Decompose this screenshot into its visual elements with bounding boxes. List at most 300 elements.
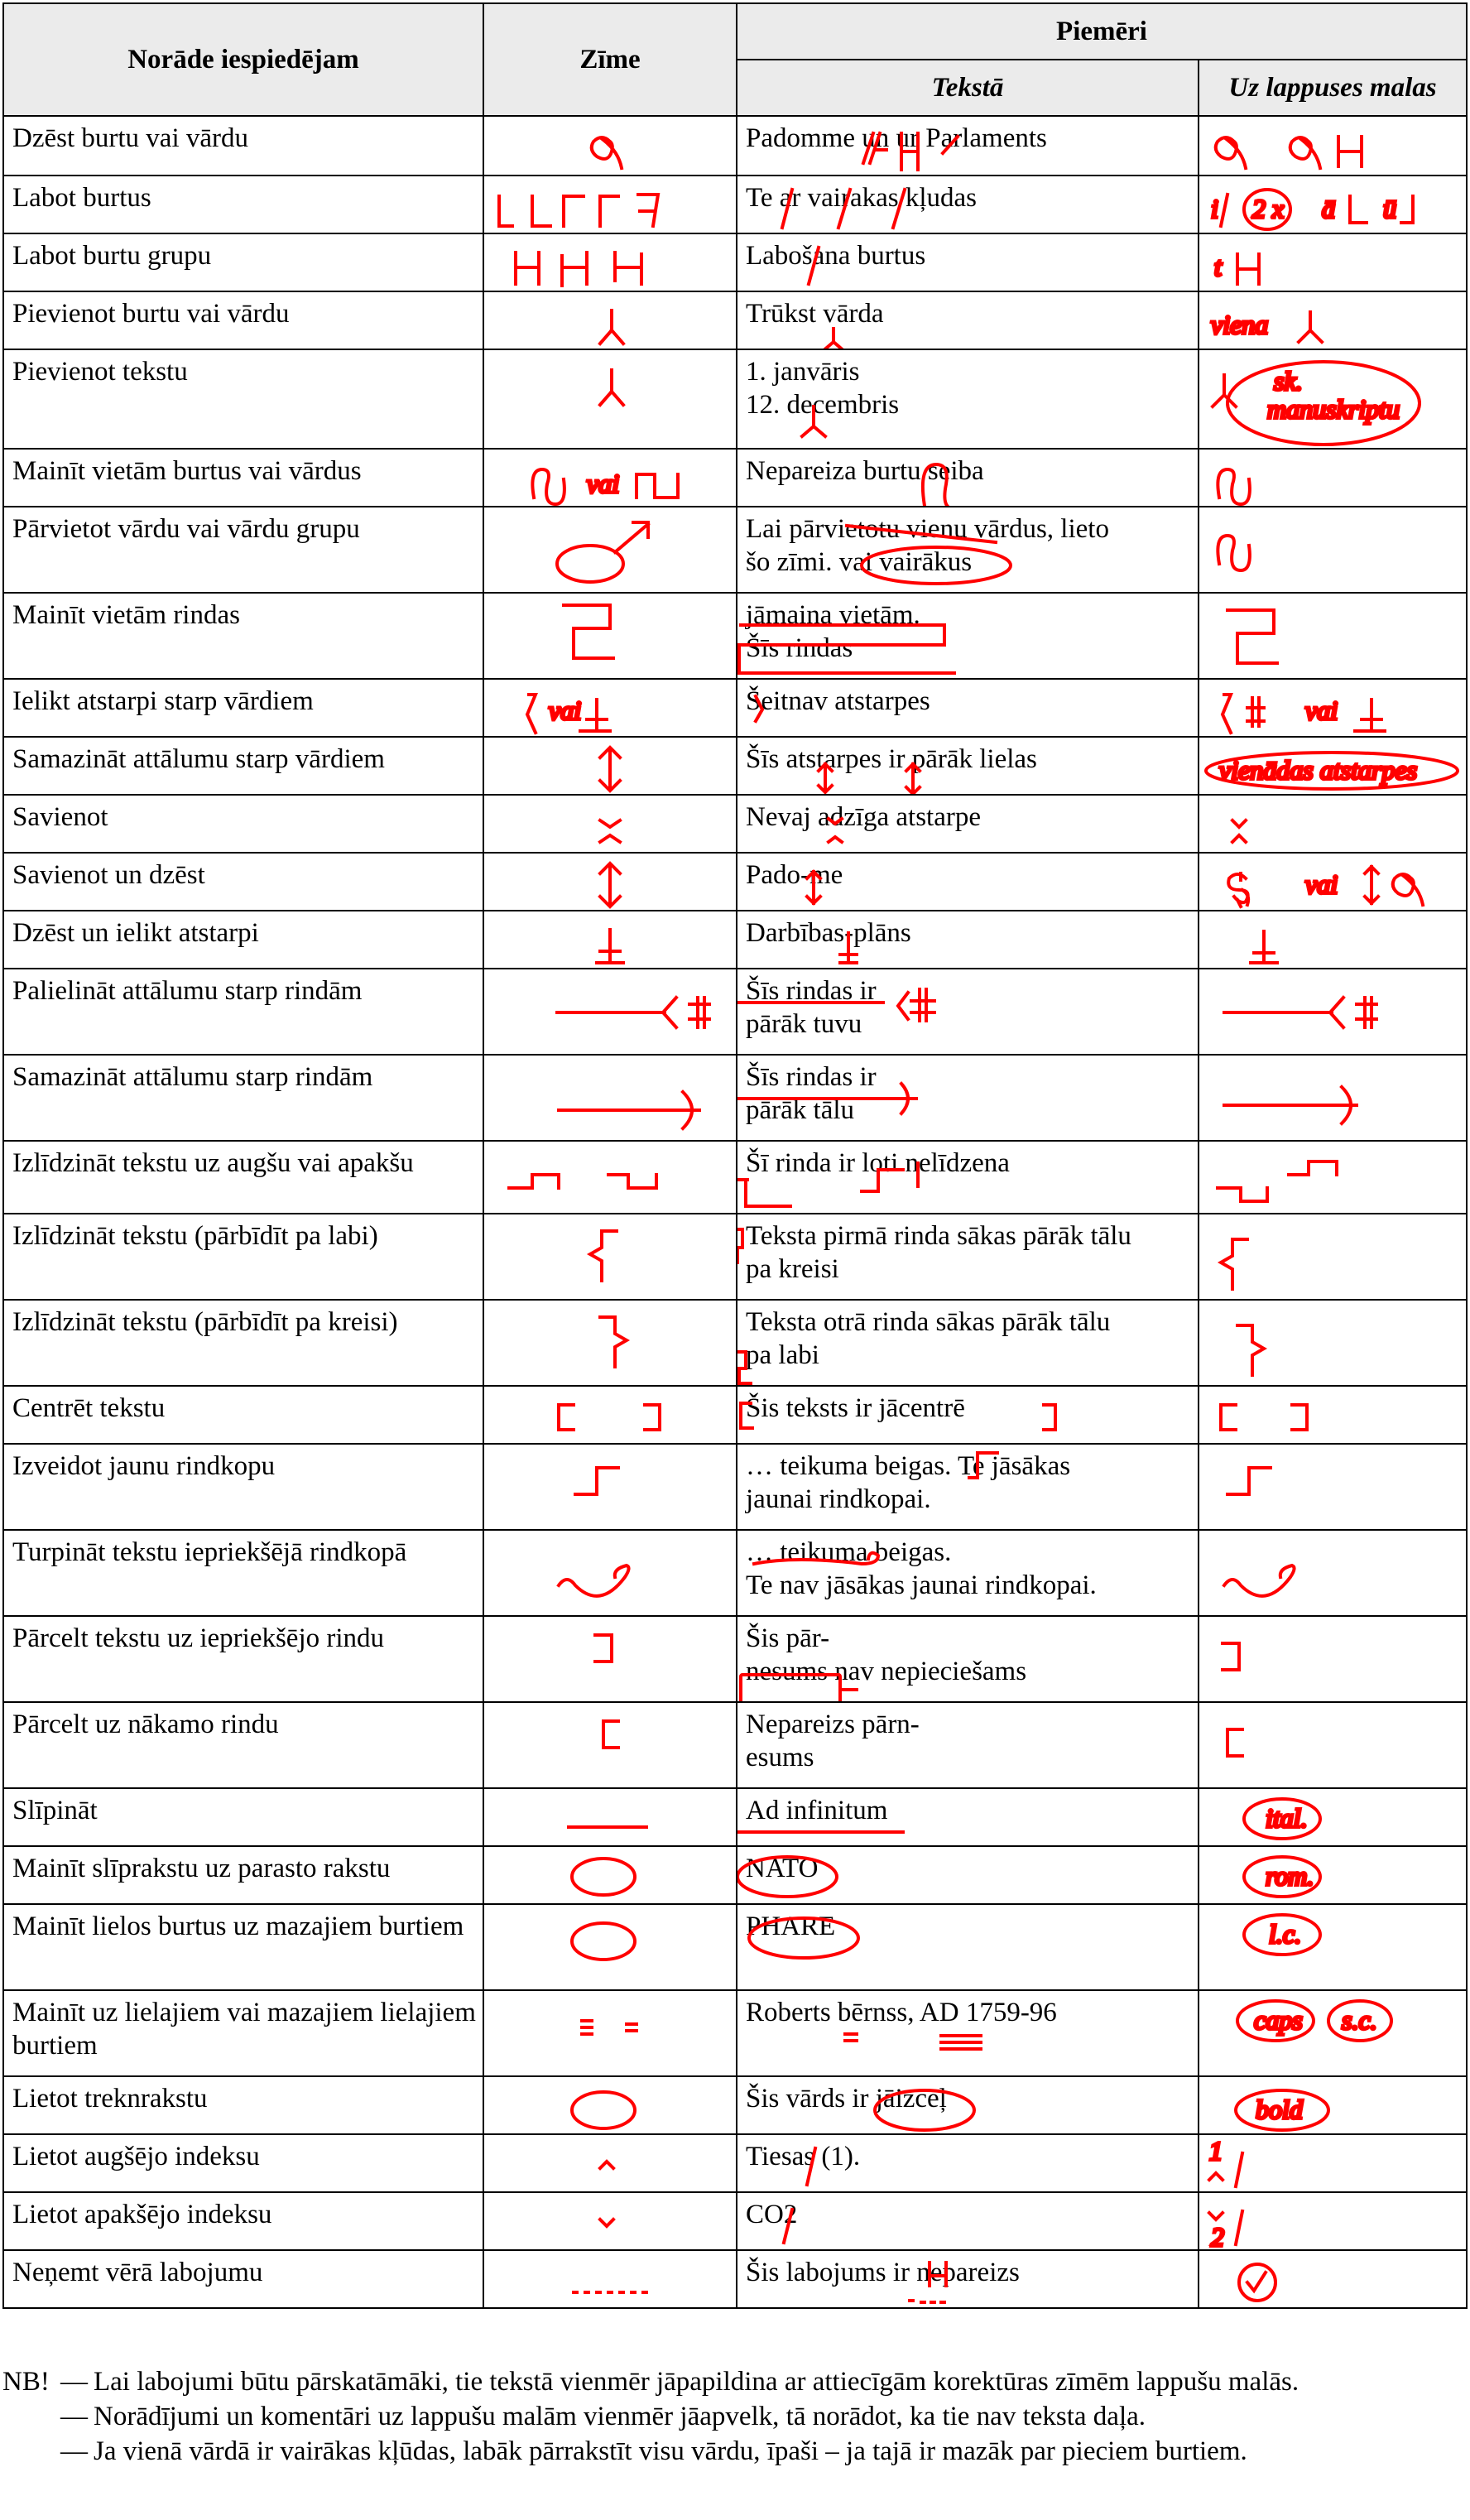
example-line: Šis labojums ir nepareizs — [746, 2258, 1020, 2287]
margin-mark-icon — [1199, 1056, 1467, 1141]
header-in-text: Tekstā — [737, 60, 1199, 116]
instruction-cell — [3, 1055, 483, 1141]
symbol-cell — [483, 176, 737, 233]
proof-mark-icon — [484, 292, 737, 349]
svg-text:2: 2 — [1211, 2222, 1224, 2251]
proofreading-marks-table — [2, 2, 1468, 2309]
note-dash: — — [60, 2402, 88, 2431]
proof-mark-icon — [484, 1617, 737, 1702]
example-text-cell — [737, 853, 1199, 911]
table-row — [3, 1444, 1467, 1530]
example-line: Šīs atstarpes ir pārāk lielas — [746, 744, 1037, 774]
proof-mark-icon — [484, 1905, 737, 1990]
instruction-label: Turpināt tekstu iepriekšējā rindkopā — [12, 1537, 407, 1567]
example-text-cell — [737, 349, 1199, 449]
instruction-label: Lietot augšējo indeksu — [12, 2142, 260, 2171]
proof-mark-overlay-icon — [737, 594, 1199, 679]
note-text: Lai labojumi būtu pārskatāmāki, tie tekstā vienmēr jāpapildina ar attiecīgām korektūras zīmēm lappušu malās. — [94, 2367, 1299, 2397]
margin-mark-icon — [1199, 854, 1467, 911]
example-text-cell — [737, 1300, 1199, 1386]
instruction-label: Labot burtus — [12, 183, 151, 213]
example-line: jaunai rindkopai. — [746, 1484, 931, 1514]
proof-mark-icon — [484, 854, 737, 911]
proof-mark-overlay-icon — [737, 680, 1199, 737]
symbol-cell — [483, 1300, 737, 1386]
table-row — [3, 795, 1467, 853]
instruction-cell — [3, 449, 483, 507]
table-row — [3, 349, 1467, 449]
instruction-cell — [3, 2192, 483, 2250]
proof-mark-overlay-icon — [737, 1991, 1199, 2076]
header-symbol: Zīme — [483, 3, 737, 116]
example-line: Ad infinitum — [746, 1796, 888, 1825]
example-line: Šis teksts ir jācentrē — [746, 1393, 965, 1423]
instruction-label: Pārcelt uz nākamo rindu — [12, 1710, 279, 1739]
symbol-cell — [483, 1904, 737, 1990]
table-row — [3, 2250, 1467, 2308]
table-row — [3, 1055, 1467, 1141]
example-text-cell — [737, 2076, 1199, 2134]
symbol-cell — [483, 1141, 737, 1214]
example-text-cell — [737, 233, 1199, 291]
proof-mark-icon — [484, 1142, 737, 1214]
table-row — [3, 1386, 1467, 1444]
proof-mark-overlay-icon — [737, 1905, 1199, 1990]
symbol-cell — [483, 1702, 737, 1788]
symbol-cell — [483, 1214, 737, 1300]
example-text-cell — [737, 911, 1199, 969]
example-line: … teikuma beigas. Te jāsākas — [746, 1451, 1071, 1481]
margin-example-cell — [1199, 1846, 1467, 1904]
instruction-label: Pārcelt tekstu uz iepriekšējo rindu — [12, 1623, 385, 1653]
proof-mark-overlay-icon — [737, 2135, 1199, 2192]
instruction-label: Pievienot tekstu — [12, 357, 188, 387]
proof-mark-overlay-icon — [737, 1617, 1199, 1702]
example-text-cell — [737, 1386, 1199, 1444]
svg-text:2 x: 2 x — [1252, 194, 1285, 224]
proof-mark-icon — [484, 1789, 737, 1846]
example-text-cell — [737, 2192, 1199, 2250]
instruction-cell — [3, 1702, 483, 1788]
svg-text:t: t — [1214, 252, 1222, 281]
proof-mark-icon — [484, 1445, 737, 1530]
example-line: pārāk tuvu — [746, 1009, 862, 1039]
example-text-cell — [737, 795, 1199, 853]
header-instruction: Norāde iespiedējam — [3, 3, 483, 116]
margin-example-cell — [1199, 737, 1467, 795]
header-in-margin: Uz lappuses malas — [1199, 60, 1467, 116]
margin-mark-icon — [1199, 1789, 1467, 1846]
margin-example-cell — [1199, 1386, 1467, 1444]
svg-text:vienādas atstarpes: vienādas atstarpes — [1219, 755, 1418, 785]
margin-example-cell — [1199, 1788, 1467, 1846]
proof-mark-icon — [484, 507, 737, 593]
table-row — [3, 593, 1467, 679]
example-line: 12. decembris — [746, 390, 900, 420]
instruction-cell — [3, 233, 483, 291]
note-item — [2, 2436, 1468, 2467]
symbol-cell — [483, 1055, 737, 1141]
symbol-cell — [483, 116, 737, 176]
example-line: Pado-me — [746, 860, 843, 890]
instruction-cell — [3, 1904, 483, 1990]
example-text-cell — [737, 449, 1199, 507]
proof-mark-icon — [484, 450, 737, 507]
margin-example-cell — [1199, 1141, 1467, 1214]
example-text-cell — [737, 2250, 1199, 2308]
margin-example-cell — [1199, 593, 1467, 679]
example-text-cell — [737, 593, 1199, 679]
table-row — [3, 2192, 1467, 2250]
margin-i: i — [1211, 194, 1218, 224]
proof-mark-overlay-icon — [737, 2251, 1199, 2308]
proof-mark-overlay-icon — [737, 854, 1199, 911]
example-line: Lai pārvietotu vienu vārdus, lieto — [746, 514, 1109, 544]
instruction-cell — [3, 593, 483, 679]
example-text-cell — [737, 737, 1199, 795]
instruction-cell — [3, 2076, 483, 2134]
instruction-label: Dzēst un ielikt atstarpi — [12, 918, 259, 948]
margin-mark-icon — [1199, 234, 1467, 291]
example-line: Teksta pirmā rinda sākas pārāk tālu — [746, 1221, 1131, 1251]
margin-example-cell — [1199, 449, 1467, 507]
proof-mark-overlay-icon — [737, 507, 1199, 593]
proof-mark-icon — [484, 1387, 737, 1444]
proof-mark-icon — [484, 738, 737, 795]
margin-example-cell — [1199, 1616, 1467, 1702]
example-line: Šīs rindas ir — [746, 1062, 877, 1092]
margin-example-cell — [1199, 1300, 1467, 1386]
table-row — [3, 1141, 1467, 1214]
symbol-cell — [483, 1444, 737, 1530]
margin-mark-icon — [1199, 1905, 1467, 1990]
symbol-cell — [483, 679, 737, 737]
instruction-label: Lietot apakšējo indeksu — [12, 2200, 272, 2229]
margin-example-cell — [1199, 853, 1467, 911]
svg-text:sk.: sk. — [1274, 366, 1303, 396]
note-item — [2, 2366, 1468, 2397]
proof-mark-overlay-icon — [737, 1847, 1199, 1904]
proof-mark-icon — [484, 176, 737, 233]
table-row — [3, 2134, 1467, 2192]
instruction-label: Izlīdzināt tekstu (pārbīdīt pa kreisi) — [12, 1307, 398, 1337]
margin-example-cell — [1199, 795, 1467, 853]
table-row — [3, 1846, 1467, 1904]
instruction-cell — [3, 1444, 483, 1530]
example-line: pa labi — [746, 1340, 819, 1370]
table-row — [3, 969, 1467, 1055]
symbol-cell — [483, 1530, 737, 1616]
margin-example-cell — [1199, 1904, 1467, 1990]
example-line: Teksta otrā rinda sākas pārāk tālu — [746, 1307, 1111, 1337]
symbol-cell — [483, 349, 737, 449]
proof-mark-overlay-icon — [737, 1142, 1199, 1214]
instruction-cell — [3, 969, 483, 1055]
symbol-cell — [483, 853, 737, 911]
header-row-top — [3, 3, 1467, 60]
example-text-cell — [737, 1702, 1199, 1788]
proof-mark-overlay-icon — [737, 1214, 1199, 1300]
instruction-cell — [3, 795, 483, 853]
instruction-label: Neņemt vērā labojumu — [12, 2258, 263, 2287]
instruction-label: Savienot un dzēst — [12, 860, 205, 890]
proof-mark-icon — [484, 1214, 737, 1300]
margin-mark-icon — [1199, 2135, 1467, 2192]
svg-text:ital.: ital. — [1266, 1803, 1308, 1833]
svg-text:vai: vai — [587, 469, 620, 498]
margin-example-cell — [1199, 679, 1467, 737]
instruction-label: Izlīdzināt tekstu uz augšu vai apakšu — [12, 1148, 414, 1178]
table-row — [3, 911, 1467, 969]
example-text-cell — [737, 2134, 1199, 2192]
proof-mark-icon — [484, 796, 737, 853]
proof-mark-icon — [484, 1847, 737, 1904]
instruction-label: Izveidot jaunu rindkopu — [12, 1451, 276, 1481]
symbol-cell — [483, 2134, 737, 2192]
header-examples: Piemēri — [737, 3, 1467, 60]
margin-example-cell — [1199, 2134, 1467, 2192]
notes-section — [2, 2366, 1468, 2470]
instruction-label: Mainīt vietām rindas — [12, 600, 240, 630]
svg-text:rom.: rom. — [1266, 1861, 1314, 1891]
proof-mark-overlay-icon — [737, 2193, 1199, 2250]
example-text-cell — [737, 1141, 1199, 1214]
proof-mark-icon — [484, 2077, 737, 2134]
example-line: Nepareiza burtu seiba — [746, 456, 984, 486]
margin-example-cell — [1199, 1990, 1467, 2076]
symbol-cell — [483, 2192, 737, 2250]
instruction-cell — [3, 1530, 483, 1616]
margin-mark-icon — [1199, 1445, 1467, 1530]
proof-mark-icon — [484, 2251, 737, 2308]
instruction-label: Slīpināt — [12, 1796, 98, 1825]
instruction-cell — [3, 507, 483, 593]
instruction-label: Centrēt tekstu — [12, 1393, 166, 1423]
instruction-cell — [3, 1214, 483, 1300]
proof-mark-overlay-icon — [737, 292, 1199, 349]
proof-mark-icon — [484, 234, 737, 291]
instruction-label: Lietot treknrakstu — [12, 2084, 208, 2114]
table-row — [3, 1990, 1467, 2076]
margin-mark-icon — [1199, 1214, 1467, 1300]
instruction-cell — [3, 116, 483, 176]
example-line: pa kreisi — [746, 1254, 839, 1284]
example-line: Šīs rindas ir — [746, 976, 877, 1006]
example-line: jāmaina vietām. — [746, 600, 920, 630]
instruction-cell — [3, 1616, 483, 1702]
symbol-cell — [483, 911, 737, 969]
proof-mark-icon — [484, 680, 737, 737]
example-line: Nevaj adzīga atstarpe — [746, 802, 982, 832]
example-line: Šeitnav atstarpes — [746, 686, 930, 716]
margin-example-cell — [1199, 911, 1467, 969]
margin-example-cell — [1199, 2250, 1467, 2308]
instruction-label: Savienot — [12, 802, 108, 832]
proofreading-table-sheet — [2, 2, 1468, 2309]
margin-mark-icon — [1199, 1703, 1467, 1788]
instruction-cell — [3, 349, 483, 449]
instruction-cell — [3, 2134, 483, 2192]
instruction-cell — [3, 853, 483, 911]
example-line: CO2 — [746, 2200, 798, 2229]
proof-mark-icon — [484, 1056, 737, 1141]
proof-mark-overlay-icon — [737, 1445, 1199, 1530]
table-row — [3, 176, 1467, 233]
margin-example-cell — [1199, 1214, 1467, 1300]
instruction-label: Samazināt attālumu starp vārdiem — [12, 744, 385, 774]
margin-mark-icon — [1199, 680, 1467, 737]
proof-mark-overlay-icon — [737, 1387, 1199, 1444]
example-line: nesums nav nepieciešams — [746, 1657, 1027, 1686]
note-text: Norādījumi un komentāri uz lappušu malām vienmēr jāapvelk, tā norādot, ka tie nav teksta daļa. — [94, 2402, 1146, 2431]
example-text-cell — [737, 1846, 1199, 1904]
margin-mark-icon — [1199, 117, 1467, 176]
margin-mark-icon — [1199, 350, 1467, 449]
example-line: NATO — [746, 1854, 819, 1883]
symbol-cell — [483, 795, 737, 853]
proof-mark-overlay-icon — [737, 1703, 1199, 1788]
instruction-label: Mainīt vietām burtus vai vārdus — [12, 456, 362, 486]
proof-mark-icon — [484, 1531, 737, 1616]
symbol-cell — [483, 969, 737, 1055]
instruction-cell — [3, 1141, 483, 1214]
svg-text:vai: vai — [1305, 869, 1338, 899]
instruction-label: Dzēst burtu vai vārdu — [12, 123, 248, 153]
example-line: Labošana burtus — [746, 241, 926, 271]
symbol-cell — [483, 2250, 737, 2308]
proof-mark-overlay-icon — [737, 2077, 1199, 2134]
proof-mark-overlay-icon — [737, 796, 1199, 853]
proof-mark-icon — [484, 911, 737, 969]
svg-text:s.c.: s.c. — [1342, 2005, 1377, 2035]
table-row — [3, 1702, 1467, 1788]
proof-mark-icon — [484, 1991, 737, 2076]
proof-mark-icon — [484, 1301, 737, 1386]
symbol-cell — [483, 1788, 737, 1846]
note-dash: — — [60, 2367, 88, 2397]
proof-mark-overlay-icon — [737, 350, 1199, 449]
table-row — [3, 853, 1467, 911]
example-line: PHARE — [746, 1912, 836, 1941]
margin-example-cell — [1199, 349, 1467, 449]
table-row — [3, 2076, 1467, 2134]
symbol-cell — [483, 507, 737, 593]
margin-mark-icon — [1199, 1847, 1467, 1904]
table-row — [3, 291, 1467, 349]
instruction-cell — [3, 679, 483, 737]
margin-mark-icon — [1199, 594, 1467, 679]
margin-mark-icon — [1199, 2251, 1467, 2308]
example-text-cell — [737, 1214, 1199, 1300]
svg-text:vai: vai — [1305, 695, 1338, 725]
example-text-cell — [737, 1055, 1199, 1141]
proof-mark-overlay-icon — [737, 176, 1199, 233]
example-line: Tiesas (1). — [746, 2142, 861, 2171]
instruction-label: Ielikt atstarpi starp vārdiem — [12, 686, 314, 716]
table-row — [3, 1616, 1467, 1702]
margin-example-cell — [1199, 507, 1467, 593]
instruction-cell — [3, 1846, 483, 1904]
example-text-cell — [737, 1904, 1199, 1990]
note-text: Ja vienā vārdā ir vairākas kļūdas, labāk pārrakstīt visu vārdu, īpaši – ja tajā ir mazāk par pieciem burtiem. — [94, 2436, 1247, 2466]
svg-text:1: 1 — [1209, 2136, 1223, 2166]
instruction-cell — [3, 1386, 483, 1444]
svg-text:bold: bold — [1256, 2094, 1303, 2124]
table-row — [3, 1214, 1467, 1300]
margin-mark-icon — [1199, 738, 1467, 795]
svg-text:viena: viena — [1211, 310, 1269, 339]
svg-text:l.c.: l.c. — [1269, 1919, 1302, 1949]
margin-mark-icon — [1199, 450, 1467, 507]
margin-example-cell — [1199, 291, 1467, 349]
svg-text:ū: ū — [1383, 194, 1396, 224]
example-line: Nepareizs pārn- — [746, 1710, 920, 1739]
example-line: esums — [746, 1743, 814, 1772]
margin-example-cell — [1199, 1055, 1467, 1141]
instruction-cell — [3, 2250, 483, 2308]
symbol-cell — [483, 2076, 737, 2134]
margin-mark-icon — [1199, 507, 1467, 593]
proof-mark-overlay-icon — [737, 969, 1199, 1055]
example-text-cell — [737, 176, 1199, 233]
symbol-cell — [483, 449, 737, 507]
margin-mark-icon — [1199, 1142, 1467, 1214]
margin-mark-icon — [1199, 1991, 1467, 2076]
margin-mark-icon — [1199, 1387, 1467, 1444]
example-text-cell — [737, 116, 1199, 176]
proof-mark-overlay-icon — [737, 1531, 1199, 1616]
table-row — [3, 449, 1467, 507]
symbol-cell — [483, 1386, 737, 1444]
margin-mark-icon — [1199, 911, 1467, 969]
example-text-cell — [737, 1530, 1199, 1616]
margin-mark-icon — [1199, 969, 1467, 1055]
proof-mark-overlay-icon — [737, 1789, 1199, 1846]
margin-example-cell — [1199, 969, 1467, 1055]
proof-mark-overlay-icon — [737, 450, 1199, 507]
symbol-cell — [483, 233, 737, 291]
table-row — [3, 679, 1467, 737]
proof-mark-icon — [484, 2193, 737, 2250]
margin-mark-icon — [1199, 1531, 1467, 1616]
example-text-cell — [737, 1444, 1199, 1530]
instruction-cell — [3, 1300, 483, 1386]
svg-text:ā: ā — [1322, 194, 1335, 224]
example-text-cell — [737, 1616, 1199, 1702]
table-row — [3, 737, 1467, 795]
example-line: 1. janvāris — [746, 357, 860, 387]
margin-example-cell — [1199, 1702, 1467, 1788]
instruction-label: Palielināt attālumu starp rindām — [12, 976, 363, 1006]
instruction-label: Mainīt uz lielajiem vai mazajiem lielajiem burtiem — [12, 1998, 476, 2061]
svg-text:manuskriptu: manuskriptu — [1267, 394, 1400, 424]
margin-mark-icon — [1199, 2077, 1467, 2134]
margin-example-cell — [1199, 116, 1467, 176]
symbol-cell — [483, 1846, 737, 1904]
table-row — [3, 507, 1467, 593]
proof-mark-icon — [484, 350, 737, 449]
example-line: Šī rinda ir loti nelīdzena — [746, 1148, 1010, 1178]
margin-example-cell — [1199, 1530, 1467, 1616]
proof-mark-icon — [484, 117, 737, 176]
example-text-cell — [737, 969, 1199, 1055]
margin-example-cell — [1199, 2076, 1467, 2134]
margin-mark-icon — [1199, 292, 1467, 349]
margin-mark-icon — [1199, 1617, 1467, 1702]
proof-mark-overlay-icon — [737, 1301, 1199, 1386]
notes-label: NB! — [2, 2367, 50, 2397]
symbol-cell — [483, 291, 737, 349]
